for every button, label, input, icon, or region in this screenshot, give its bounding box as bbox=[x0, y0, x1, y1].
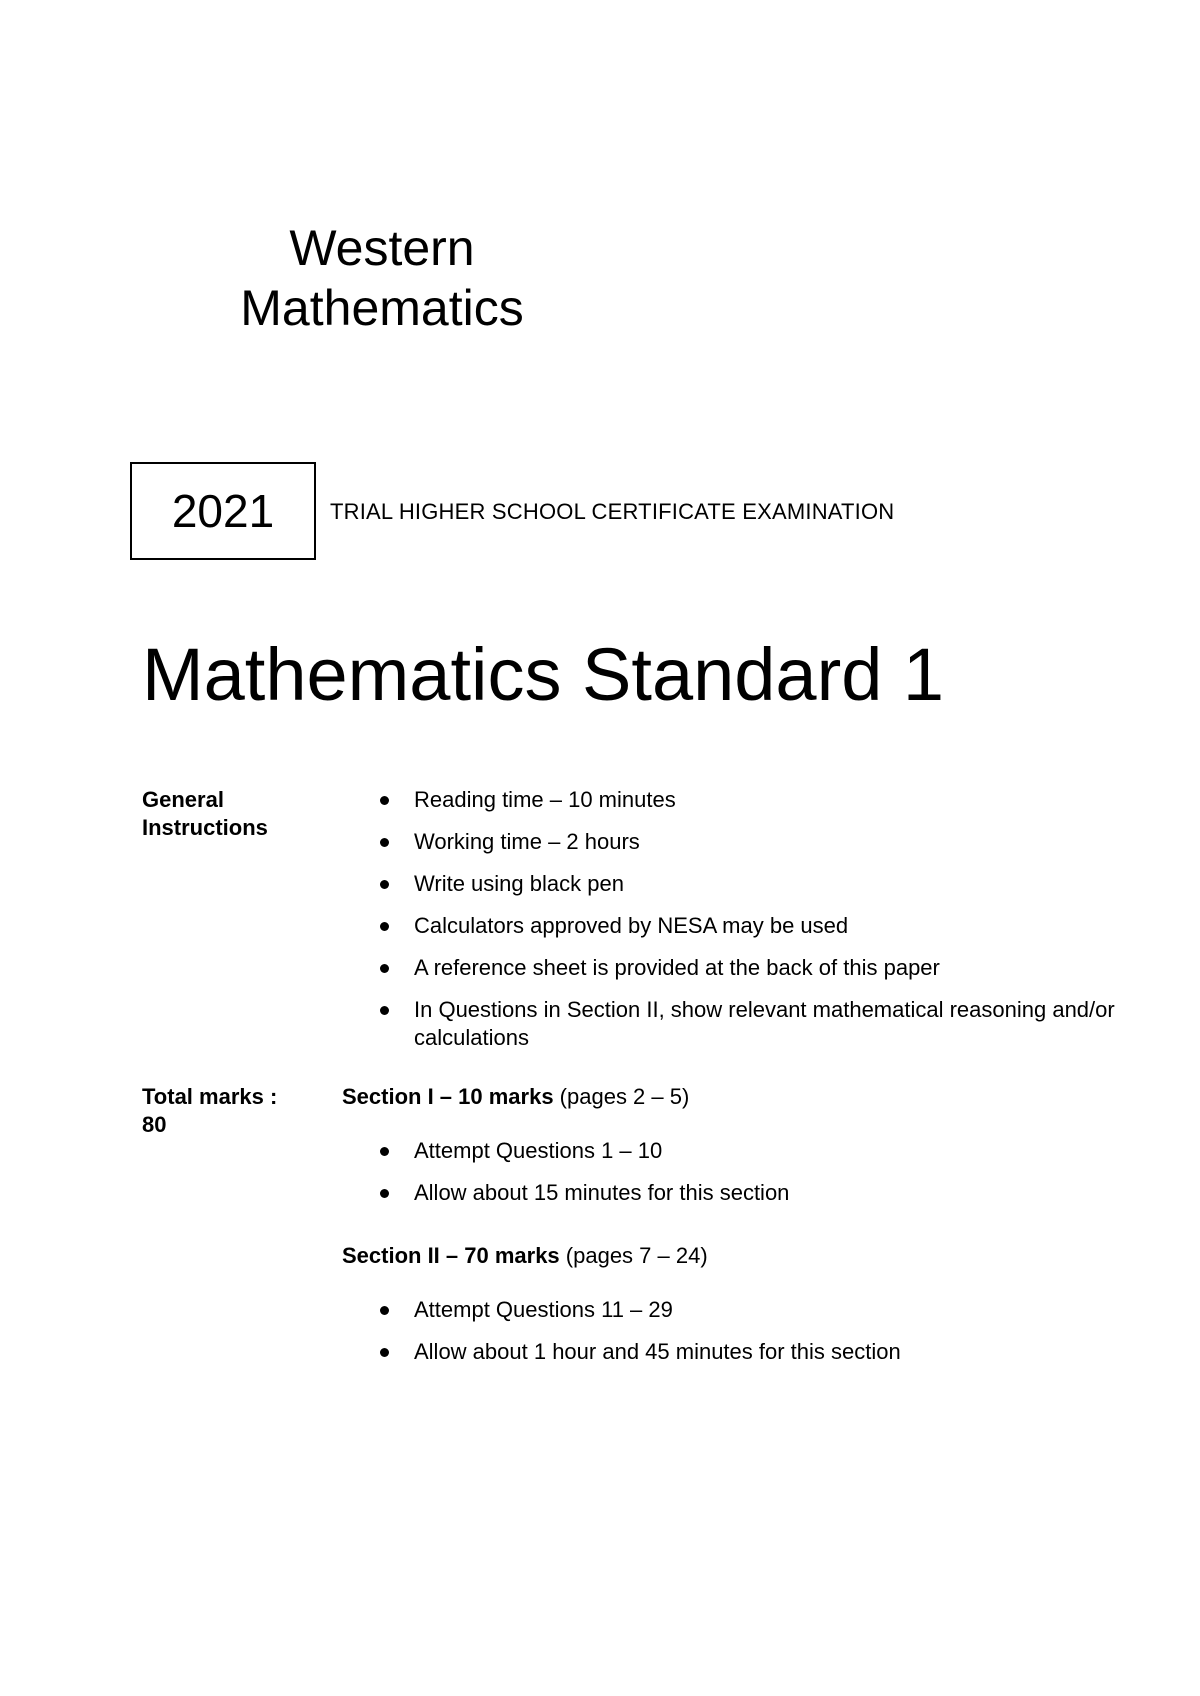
total-marks-value: 80 bbox=[142, 1112, 167, 1137]
total-marks-label bbox=[142, 1083, 317, 1139]
list-item-text: Reading time – 10 minutes bbox=[414, 787, 676, 812]
section-2-pages: (pages 7 – 24) bbox=[559, 1243, 708, 1268]
exam-year-box bbox=[130, 462, 316, 560]
list-item-text: Write using black pen bbox=[414, 871, 624, 896]
section-1-heading bbox=[342, 1083, 689, 1111]
organisation-name-line1: Western bbox=[289, 220, 475, 276]
exam-type: TRIAL HIGHER SCHOOL CERTIFICATE EXAMINATION bbox=[330, 499, 895, 524]
list-item-text: In Questions in Section II, show relevant mathematical reasoning and/or calculations bbox=[414, 997, 1115, 1050]
bullet-icon bbox=[380, 922, 389, 931]
bullet-icon bbox=[380, 964, 389, 973]
bullet-icon bbox=[380, 796, 389, 805]
bullet-icon bbox=[380, 1306, 389, 1315]
general-instructions-label bbox=[142, 786, 322, 842]
list-item bbox=[380, 870, 1140, 898]
subject-title: Mathematics Standard 1 bbox=[142, 633, 945, 716]
list-item bbox=[380, 1338, 1140, 1366]
section-2-title: Section II – 70 marks bbox=[342, 1243, 560, 1268]
list-item bbox=[380, 786, 1140, 814]
bullet-icon bbox=[380, 838, 389, 847]
bullet-icon bbox=[380, 1006, 389, 1015]
list-item-text: Calculators approved by NESA may be used bbox=[414, 913, 849, 938]
list-item-text: A reference sheet is provided at the back of this paper bbox=[414, 955, 940, 980]
organisation-name-line2: Mathematics bbox=[240, 280, 524, 336]
list-item-text: Allow about 15 minutes for this section bbox=[414, 1180, 790, 1205]
section-1-list bbox=[380, 1137, 1140, 1207]
list-item bbox=[380, 1296, 1140, 1324]
section-1-title: Section I – 10 marks bbox=[342, 1084, 554, 1109]
bullet-icon bbox=[380, 1189, 389, 1198]
section-1-pages: (pages 2 – 5) bbox=[553, 1084, 690, 1109]
general-instructions-list bbox=[380, 786, 1140, 1052]
total-marks-label-line1: Total marks : bbox=[142, 1084, 278, 1109]
list-item bbox=[380, 828, 1140, 856]
list-item bbox=[380, 912, 1140, 940]
list-item-text: Attempt Questions 1 – 10 bbox=[414, 1138, 663, 1163]
list-item bbox=[380, 1137, 1140, 1165]
list-item-text: Attempt Questions 11 – 29 bbox=[414, 1297, 673, 1322]
section-2-heading bbox=[342, 1242, 708, 1270]
exam-year: 2021 bbox=[171, 485, 275, 537]
list-item bbox=[380, 954, 1140, 982]
list-item bbox=[380, 996, 1140, 1052]
general-instructions-label-line1: General bbox=[142, 787, 224, 812]
list-item-text: Working time – 2 hours bbox=[414, 829, 640, 854]
bullet-icon bbox=[380, 1348, 389, 1357]
general-instructions-label-line2: Instructions bbox=[142, 815, 268, 840]
list-item-text: Allow about 1 hour and 45 minutes for this section bbox=[414, 1339, 901, 1364]
list-item bbox=[380, 1179, 1140, 1207]
organisation-name bbox=[232, 218, 532, 338]
section-2-list bbox=[380, 1296, 1140, 1366]
bullet-icon bbox=[380, 1147, 389, 1156]
bullet-icon bbox=[380, 880, 389, 889]
